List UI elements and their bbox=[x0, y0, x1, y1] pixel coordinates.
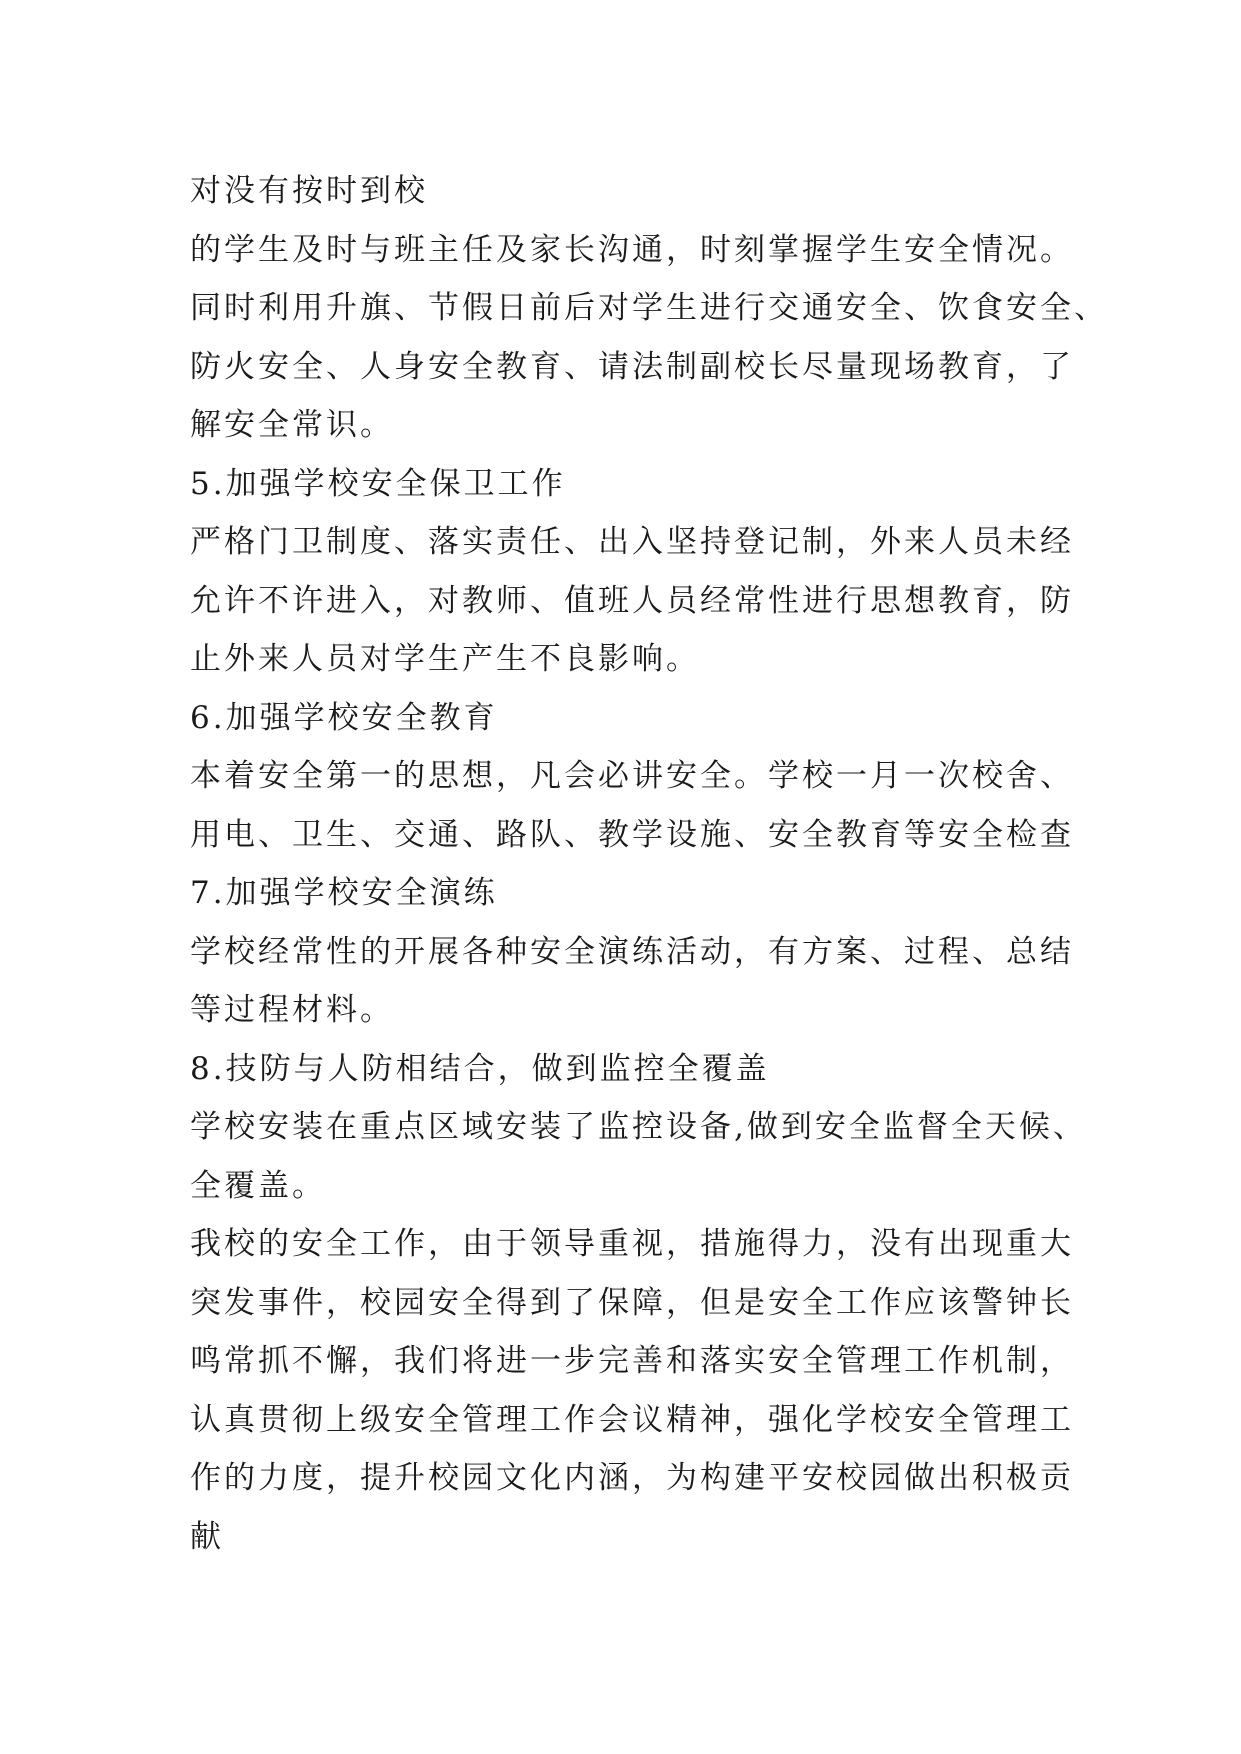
text-line: 我校的安全工作，由于领导重视，措施得力，没有出现重大 bbox=[190, 1226, 1074, 1262]
text-line: 认真贯彻上级安全管理工作会议精神，强化学校安全管理工 bbox=[190, 1401, 1074, 1438]
text-line: 的学生及时与班主任及家长沟通，时刻掌握学生安全情况。 bbox=[190, 231, 1074, 268]
text-line: 本着安全第一的思想，凡会必讲安全。学校一月一次校舍、 bbox=[190, 758, 1074, 794]
document-body bbox=[190, 162, 1108, 1566]
section-heading: 5.加强学校安全保卫工作 bbox=[190, 465, 566, 502]
text-line: 允许不许进入，对教师、值班人员经常性进行思想教育，防 bbox=[190, 582, 1074, 619]
text-line: 等过程材料。 bbox=[190, 992, 394, 1028]
section-heading: 7.加强学校安全演练 bbox=[190, 875, 498, 911]
text-line: 突发事件，校园安全得到了保障，但是安全工作应该警钟长 bbox=[190, 1284, 1074, 1321]
text-line: 全覆盖。 bbox=[190, 1167, 326, 1204]
text-line: 严格门卫制度、落实责任、出入坚持登记制，外来人员未经 bbox=[190, 524, 1074, 560]
text-line: 作的力度，提升校园文化内涵，为构建平安校园做出积极贡 bbox=[190, 1460, 1074, 1496]
text-line: 鸣常抓不懈，我们将进一步完善和落实安全管理工作机制， bbox=[190, 1343, 1074, 1379]
text-line: 用电、卫生、交通、路队、教学设施、安全教育等安全检查 bbox=[190, 816, 1074, 853]
text-line: 止外来人员对学生产生不良影响。 bbox=[190, 641, 700, 677]
section-heading: 8.技防与人防相结合，做到监控全覆盖 bbox=[190, 1050, 770, 1087]
text-line: 献 bbox=[190, 1518, 224, 1555]
text-line: 防火安全、人身安全教育、请法制副校长尽量现场教育，了 bbox=[190, 348, 1074, 385]
text-line: 学校经常性的开展各种安全演练活动，有方案、过程、总结 bbox=[190, 933, 1074, 970]
text-line: 学校安装在重点区域安装了监控设备,做到安全监督全天候、 bbox=[190, 1109, 1087, 1145]
section-heading: 6.加强学校安全教育 bbox=[190, 699, 498, 736]
text-line: 对没有按时到校 bbox=[190, 173, 428, 209]
text-line: 解安全常识。 bbox=[190, 407, 394, 443]
text-line: 同时利用升旗、节假日前后对学生进行交通安全、饮食安全、 bbox=[190, 290, 1108, 326]
